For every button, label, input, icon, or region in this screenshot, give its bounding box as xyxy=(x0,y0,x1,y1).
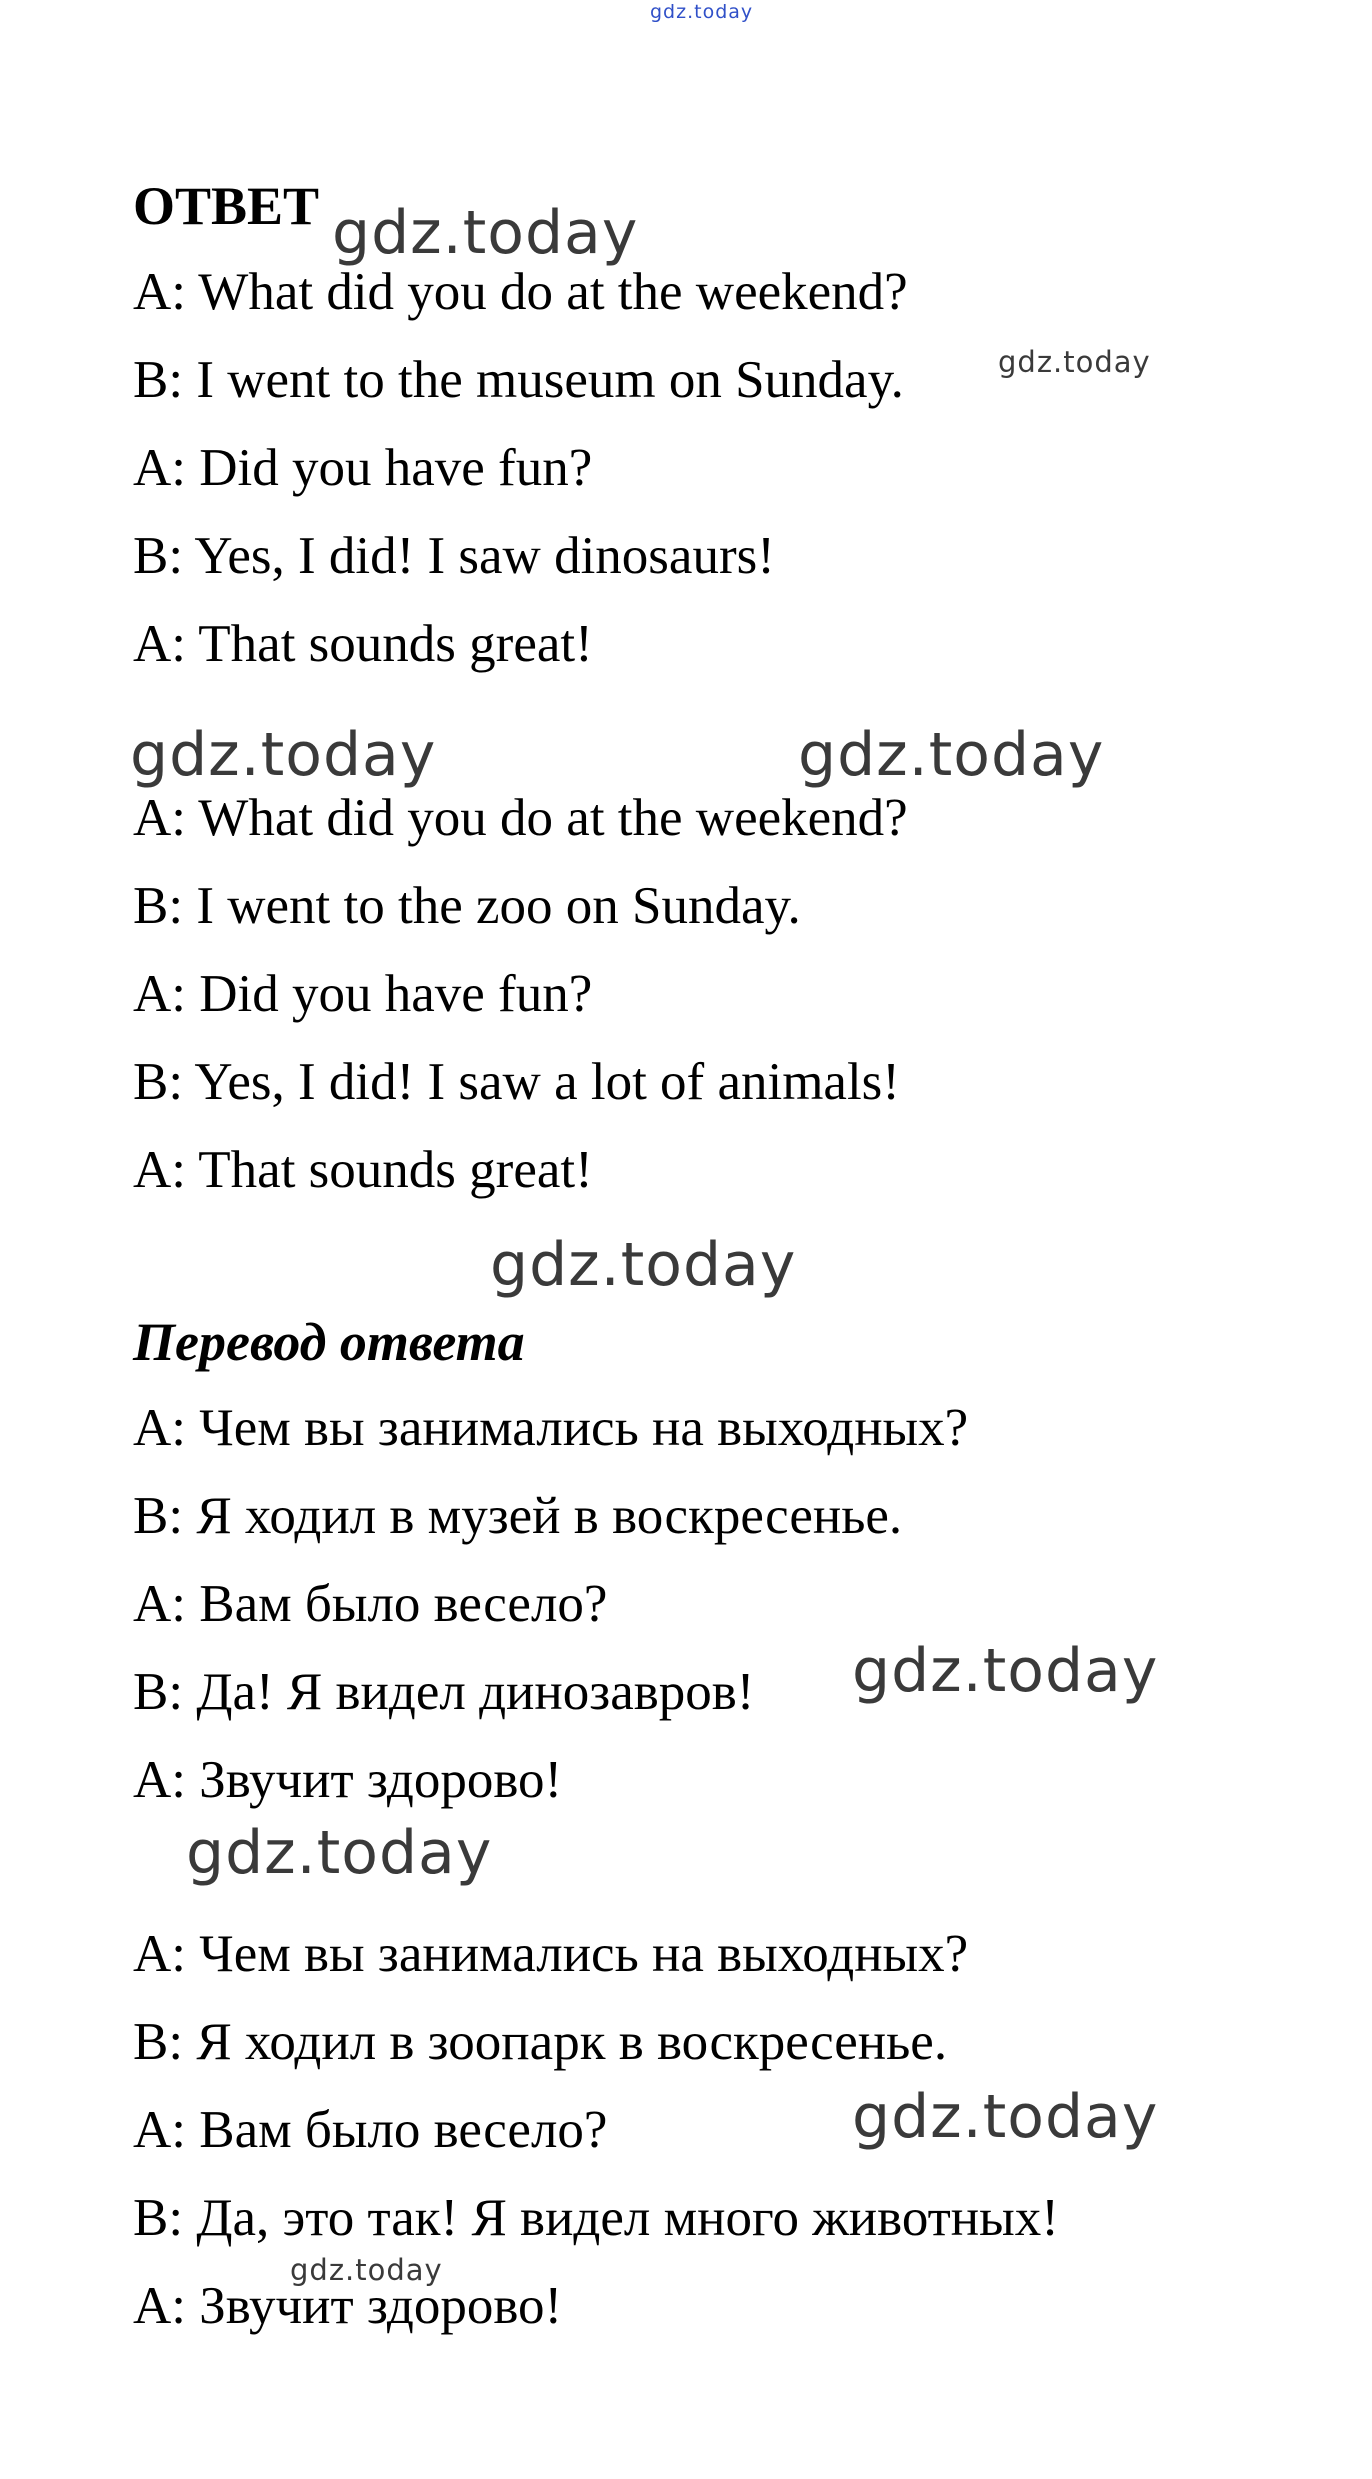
watermark-1: gdz.today xyxy=(332,198,639,268)
translation-dialog1-line-2: B: Я ходил в музей в воскресенье. xyxy=(133,1487,903,1545)
answer-dialog2-line-3: A: Did you have fun? xyxy=(133,965,593,1023)
translation-dialog1-line-5: A: Звучит здорово! xyxy=(133,1751,563,1809)
watermark-4: gdz.today xyxy=(798,720,1105,790)
answer-dialog1-line-2: B: I went to the museum on Sunday. xyxy=(133,351,904,409)
answer-dialog1-line-1: A: What did you do at the weekend? xyxy=(133,263,908,321)
answer-dialog2-line-1: A: What did you do at the weekend? xyxy=(133,789,908,847)
watermark-8: gdz.today xyxy=(852,2082,1159,2152)
translation-dialog2-line-3: A: Вам было весело? xyxy=(133,2101,608,2159)
translation-dialog2-line-5: A: Звучит здорово! xyxy=(133,2277,563,2335)
watermark-9: gdz.today xyxy=(290,2253,443,2287)
watermark-6: gdz.today xyxy=(852,1636,1159,1706)
watermark-2: gdz.today xyxy=(998,345,1151,379)
answer-dialog1-line-3: A: Did you have fun? xyxy=(133,439,593,497)
answer-dialog2-line-2: B: I went to the zoo on Sunday. xyxy=(133,877,801,935)
translation-dialog1-line-1: A: Чем вы занимались на выходных? xyxy=(133,1399,969,1457)
watermark-7: gdz.today xyxy=(186,1818,493,1888)
translation-dialog1-line-3: A: Вам было весело? xyxy=(133,1575,608,1633)
answer-dialog1-line-5: A: That sounds great! xyxy=(133,615,593,673)
answer-dialog1-line-4: B: Yes, I did! I saw dinosaurs! xyxy=(133,527,775,585)
answer-heading: ОТВЕТ xyxy=(133,176,320,236)
top-watermark: gdz.today xyxy=(650,1,754,23)
watermark-3: gdz.today xyxy=(130,720,437,790)
translation-heading: Перевод ответа xyxy=(133,1312,525,1372)
translation-dialog2-line-1: A: Чем вы занимались на выходных? xyxy=(133,1925,969,1983)
translation-dialog1-line-4: B: Да! Я видел динозавров! xyxy=(133,1663,755,1721)
answer-dialog2-line-4: B: Yes, I did! I saw a lot of animals! xyxy=(133,1053,900,1111)
translation-dialog2-line-4: B: Да, это так! Я видел много животных! xyxy=(133,2189,1059,2247)
answer-dialog2-line-5: A: That sounds great! xyxy=(133,1141,593,1199)
translation-dialog2-line-2: B: Я ходил в зоопарк в воскресенье. xyxy=(133,2013,948,2071)
watermark-5: gdz.today xyxy=(490,1230,797,1300)
